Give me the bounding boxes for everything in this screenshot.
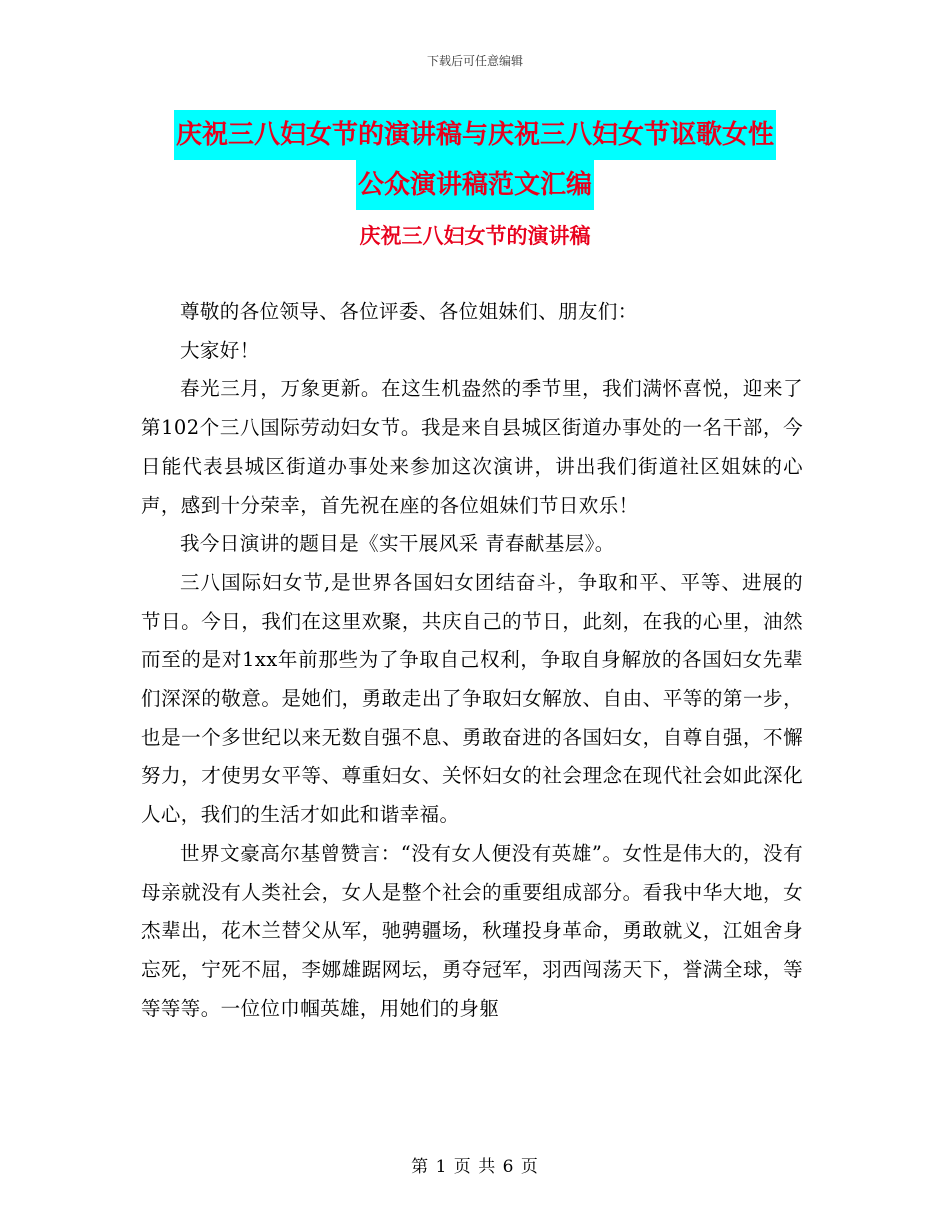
page-header-note: 下载后可任意编辑 [426,54,523,68]
paragraph-womens-day: 三八国际妇女节,是世界各国妇女团结奋斗，争取和平、平等、进展的节日。今日，我们在这里欢聚，共庆自己的节日，此刻，在我的心里，油然而至的是对1xx年前那些为了争取自己权利，争取自身解放的各国妇女先辈们深深的敬意。是她们，勇敢走出了争取妇女解放、自由、平等的第一步，也是一个多世纪以来无数自强不息、勇敢奋进的各国妇女，自尊自强，不懈努力，才使男女平等、尊重妇女、关怀妇女的社会理念在现代社会如此深化人心，我们的生活才如此和谐幸福。 [141,570,803,827]
document-title-line-2: 公众演讲稿范文汇编 [356,160,594,210]
speech-body [141,293,803,1028]
paragraph-salutation: 尊敬的各位领导、各位评委、各位姐妹们、朋友们： [180,300,638,323]
paragraph-opening: 春光三月，万象更新。在这生机盎然的季节里，我们满怀喜悦，迎来了第102个三八国际劳动妇女节。我是来自县城区街道办事处的一名干部，今日能代表县城区街道办事处来参加这次演讲，讲出我们街道社区姐妹的心声，感到十分荣幸，首先祝在座的各位姐妹们节日欢乐！ [141,377,803,517]
paragraph-gorky-quote: 世界文豪高尔基曾赞言：“没有女人便没有英雄”。女性是伟大的，没有母亲就没有人类社会，女人是整个社会的重要组成部分。看我中华大地，女杰辈出，花木兰替父从军，驰骋疆场，秋瑾投身革命，勇敢就义，江姐舍身忘死，宁死不屈，李娜雄踞网坛，勇夺冠军，羽西闯荡天下，誉满全球，等等等等。一位位巾帼英雄，用她们的身躯 [141,841,803,1020]
paragraph-greeting: 大家好！ [180,338,260,362]
document-title [140,110,810,210]
page-number: 第 1 页 共 6 页 [411,1157,539,1177]
document-title-line-1: 庆祝三八妇女节的演讲稿与庆祝三八妇女节讴歌女性 [174,110,776,160]
paragraph-topic: 我今日演讲的题目是《实干展风采 青春献基层》。 [180,532,615,556]
section-title: 庆祝三八妇女节的演讲稿 [359,224,591,248]
